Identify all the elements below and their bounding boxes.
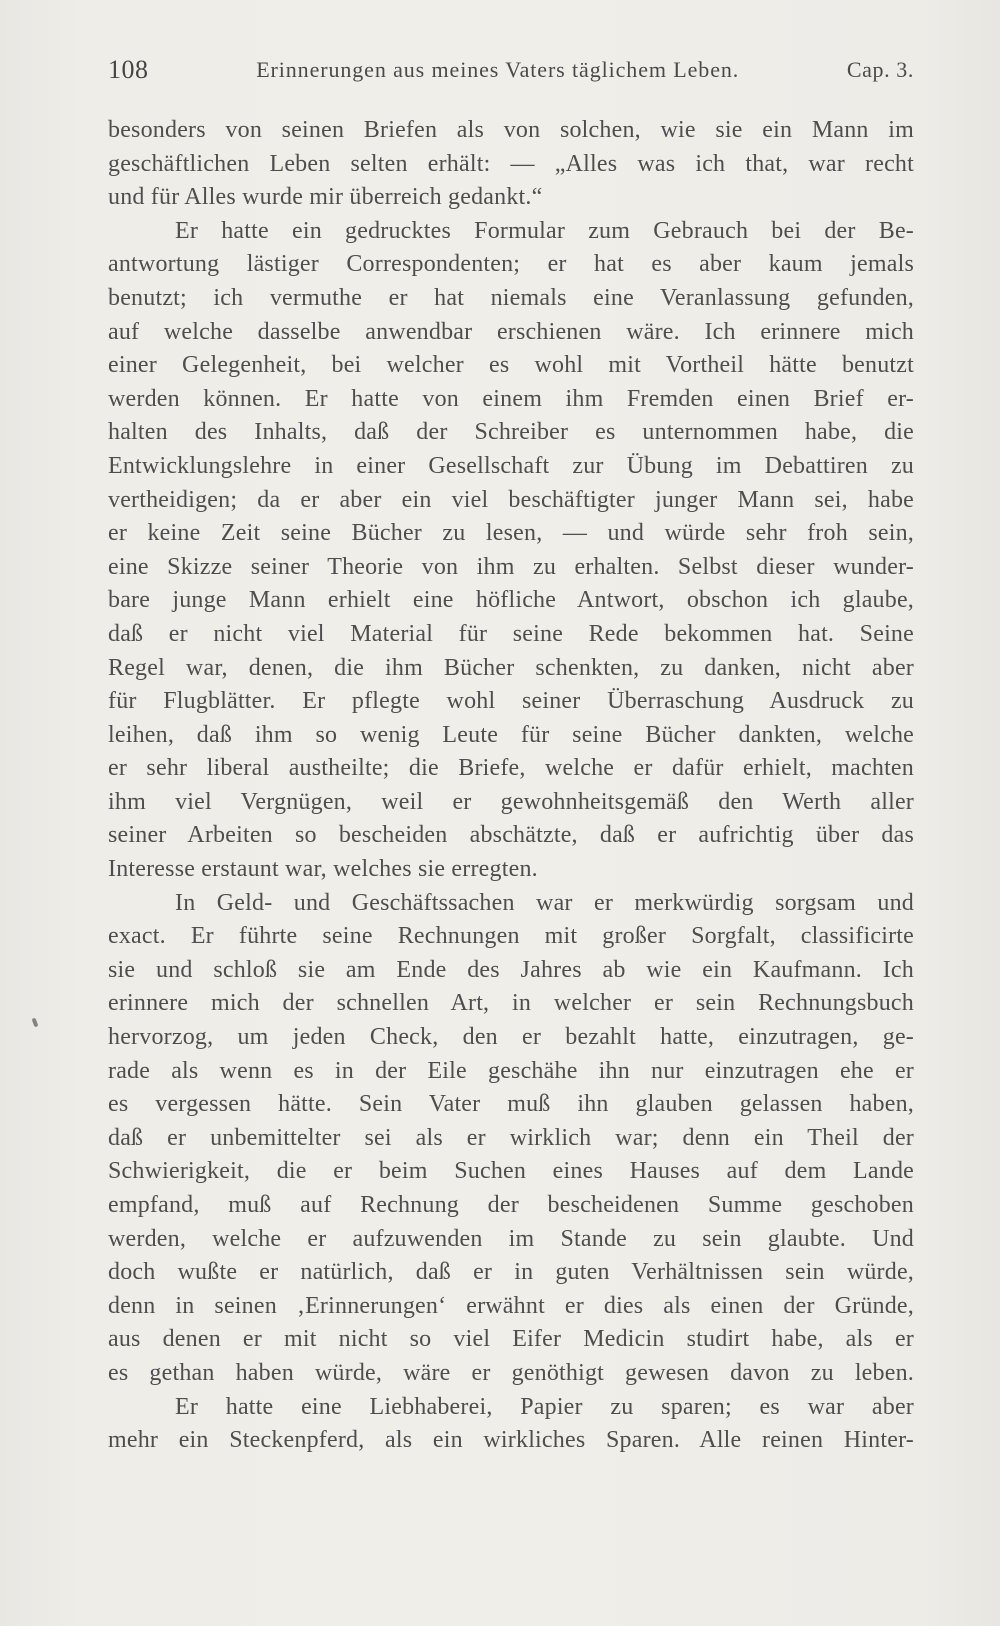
text-line: einer Gelegenheit, bei welcher es wohl mit Vortheil hätte benutzt — [108, 352, 914, 379]
paragraph — [108, 887, 914, 1391]
paragraph — [108, 1391, 914, 1458]
text-line: für Flugblätter. Er pflegte wohl seiner Überraschung Ausdruck zu — [108, 688, 914, 715]
text-line: daß er nicht viel Material für seine Rede bekommen hat. Seine — [108, 620, 914, 647]
text-line: aus denen er mit nicht so viel Eifer Medicin studirt habe, als er — [108, 1326, 914, 1353]
text-line: exact. Er führte seine Rechnungen mit großer Sorgfalt, classificirte — [108, 923, 914, 950]
text-line: benutzt; ich vermuthe er hat niemals eine Veranlassung gefunden, — [108, 284, 914, 311]
scan-speck — [32, 1018, 39, 1028]
text-line: doch wußte er natürlich, daß er in guten Verhältnissen sein würde, — [108, 1259, 914, 1286]
paragraph — [108, 114, 914, 215]
text-line: Er hatte ein gedrucktes Formular zum Gebrauch bei der Be- — [175, 217, 914, 244]
text-line: geschäftlichen Leben selten erhält: — „Alles was ich that, war recht — [108, 150, 914, 177]
text-line: und für Alles wurde mir überreich gedankt.“ — [108, 184, 543, 211]
text-line: eine Skizze seiner Theorie von ihm zu erhalten. Selbst dieser wunder- — [108, 553, 914, 580]
text-line: Regel war, denen, die ihm Bücher schenkten, zu danken, nicht aber — [108, 654, 914, 681]
page-body — [108, 114, 914, 1458]
text-line: seiner Arbeiten so bescheiden abschätzte, daß er aufrichtig über das — [108, 822, 914, 849]
text-line: hervorzog, um jeden Check, den er bezahlt hatte, einzutragen, ge- — [108, 1024, 914, 1051]
page-header — [108, 52, 914, 88]
text-line: ihm viel Vergnügen, weil er gewohnheitsgemäß den Werth aller — [108, 788, 914, 815]
text-line: bare junge Mann erhielt eine höfliche Antwort, obschon ich glaube, — [108, 587, 914, 614]
text-line: In Geld- und Geschäftssachen war er merkwürdig sorgsam und — [175, 889, 914, 916]
text-line: leihen, daß ihm so wenig Leute für seine Bücher dankten, welche — [108, 721, 914, 748]
text-line: daß er unbemittelter sei als er wirklich war; denn ein Theil der — [108, 1124, 914, 1151]
text-line: halten des Inhalts, daß der Schreiber es unternommen habe, die — [108, 419, 914, 446]
text-line: vertheidigen; da er aber ein viel beschäftigter junger Mann sei, habe — [108, 486, 914, 513]
text-line: erinnere mich der schnellen Art, in welcher er sein Rechnungsbuch — [108, 990, 914, 1017]
text-line: Interesse erstaunt war, welches sie erregten. — [108, 856, 538, 883]
text-line: auf welche dasselbe anwendbar erschienen wäre. Ich erinnere mich — [108, 318, 914, 345]
text-line: Schwierigkeit, die er beim Suchen eines Hauses auf dem Lande — [108, 1158, 914, 1185]
chapter-label: Cap. 3. — [846, 57, 914, 82]
text-line: antwortung lästiger Correspondenten; er hat es aber kaum jemals — [108, 251, 914, 278]
text-line: besonders von seinen Briefen als von solchen, wie sie ein Mann im — [108, 117, 914, 143]
text-line: empfand, muß auf Rechnung der bescheidenen Summe geschoben — [108, 1192, 914, 1218]
text-line: werden, welche er aufzuwenden im Stande zu sein glaubte. Und — [108, 1225, 914, 1252]
page-number: 108 — [108, 55, 149, 84]
text-line: er keine Zeit seine Bücher zu lesen, — und würde sehr froh sein, — [108, 520, 914, 547]
text-line: denn in seinen ‚Erinnerungen‘ erwähnt er dies als einen der Gründe, — [108, 1292, 914, 1319]
running-title: Erinnerungen aus meines Vaters täglichem Leben. — [256, 57, 740, 82]
text-line: Er hatte eine Liebhaberei, Papier zu sparen; es war aber — [175, 1393, 914, 1420]
text-line: Entwicklungslehre in einer Gesellschaft zur Übung im Debattiren zu — [108, 452, 914, 479]
text-line: es gethan haben würde, wäre er genöthigt gewesen davon zu leben. — [108, 1359, 914, 1386]
paragraph — [108, 215, 914, 887]
text-line: rade als wenn es in der Eile geschähe ihn nur einzutragen ehe er — [108, 1057, 914, 1084]
text-line: es vergessen hätte. Sein Vater muß ihn glauben gelassen haben, — [108, 1091, 914, 1118]
text-line: mehr ein Steckenpferd, als ein wirkliches Sparen. Alle reinen Hinter- — [108, 1427, 914, 1454]
text-line: er sehr liberal austheilte; die Briefe, welche er dafür erhielt, machten — [108, 755, 914, 782]
text-line: sie und schloß sie am Ende des Jahres ab wie ein Kaufmann. Ich — [108, 956, 914, 983]
text-line: werden können. Er hatte von einem ihm Fremden einen Brief er- — [108, 385, 914, 412]
